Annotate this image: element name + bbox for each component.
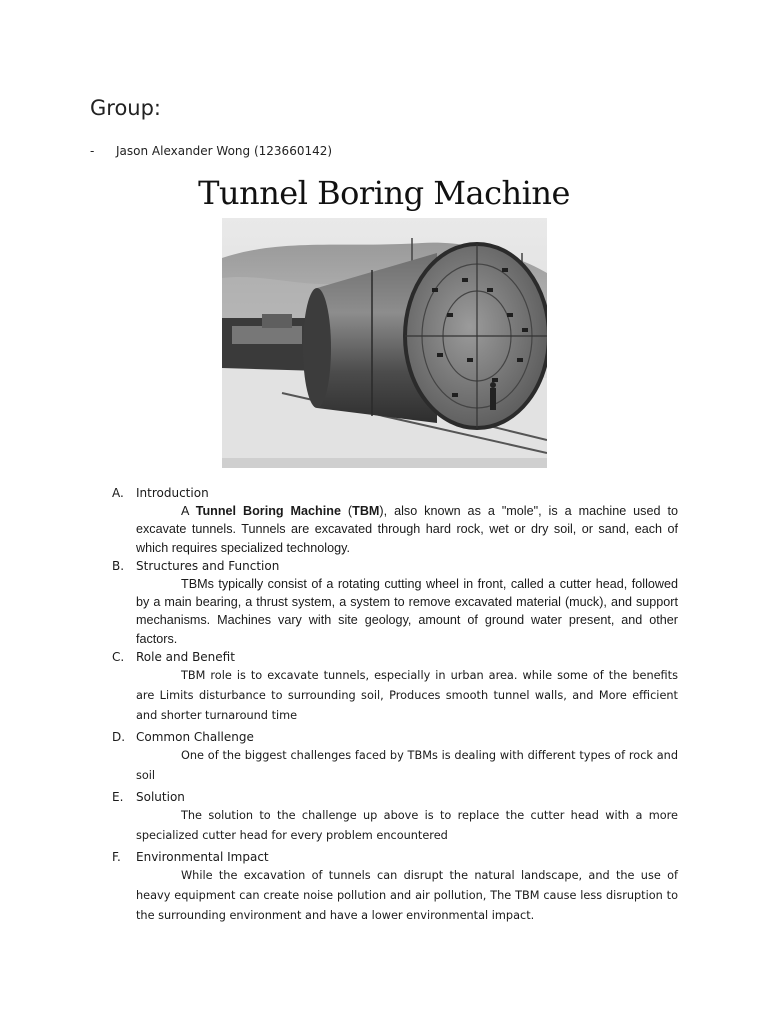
section-body: TBMs typically consist of a rotating cutting wheel in front, called a cutter head, followed by a main bearing, a thrust system, a system to remove excavated material (muck), and support mechanisms. Machines vary with site geology, amount of ground water present, and other factors.: [136, 576, 678, 646]
section-letter: B.: [112, 558, 125, 573]
section-list: [112, 484, 678, 928]
section-letter: D.: [112, 730, 126, 745]
document-title: Tunnel Boring Machine: [198, 174, 570, 212]
section-body: While the excavation of tunnels can disrupt the natural landscape, and the use of heavy equipment can create noise pollution and air pollution, The TBM cause less disruption to the surrounding environment and have a lower environmental impact.: [136, 869, 678, 923]
section-role: [112, 648, 678, 726]
section-heading: Structures and Function: [136, 558, 280, 573]
member-list-item: [90, 144, 332, 158]
section-heading: Introduction: [136, 486, 209, 500]
section-body: The solution to the challenge up above is to replace the cutter head with a more specialized cutter head for every problem encountered: [136, 809, 678, 843]
section-heading: Common Challenge: [136, 730, 254, 745]
section-solution: [112, 788, 678, 846]
section-letter: E.: [112, 790, 124, 805]
section-heading: Solution: [136, 790, 185, 805]
section-challenge: [112, 728, 678, 786]
section-structures: [112, 557, 678, 648]
member-name: Jason Alexander Wong (123660142): [116, 144, 333, 158]
section-body: TBM role is to excavate tunnels, especially in urban area. while some of the benefits are Limits disturbance to surrounding soil, Produces smooth tunnel walls, and More efficient and shorter turnaround time: [136, 669, 678, 723]
bold-term: Tunnel Boring Machine: [195, 504, 341, 518]
section-letter: C.: [112, 650, 125, 665]
section-environment: [112, 848, 678, 926]
tunnel-boring-machine-photo: [222, 218, 547, 468]
section-heading: Environmental Impact: [136, 850, 269, 865]
section-letter: F.: [112, 850, 121, 865]
group-heading: Group:: [90, 96, 162, 120]
section-introduction: [112, 484, 678, 557]
section-body: A Tunnel Boring Machine (TBM), also known as a "mole", is a machine used to excavate tunnels. Tunnels are excavated through hard rock, wet or dry soil, or sand, each of which requires specialized technology.: [136, 504, 678, 555]
bold-term: TBM: [352, 504, 380, 518]
list-dash: -: [90, 144, 95, 158]
section-body: One of the biggest challenges faced by TBMs is dealing with different types of rock and soil: [136, 749, 678, 783]
section-letter: A.: [112, 486, 124, 500]
section-heading: Role and Benefit: [136, 650, 235, 665]
